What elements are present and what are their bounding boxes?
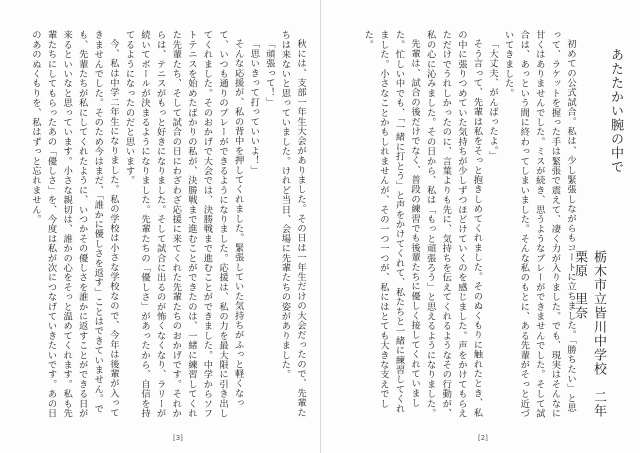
right-paragraph-3: そう言って、先輩は私をそっと抱きしめてくれました。そのぬくもりに触れたとき、私の中に張りつめていた気持ちが少しずつほどけていくのを感じました。声をかけてもらえただけでうれしかったのに、言葉よりも先に、気持ちを伝えてくれるようなその行動が、私の心に沁みました。その日から、私は「もっと頑張ろう」と思えるようになりました。 (424, 30, 483, 418)
right-paragraph-1: 初めての公式試合。私は、少し緊張しながらもコートに立ちました。「勝ちたい」と思って、ラケットを握った手は緊張で震えて、凄く力が入りました。でも、現実はそんなに甘くはありませんでした。ミスが続き、思うようなプレーができませんでした。そして試合は、あっという間に終わってしまいました。そんな私のもとに、ある先輩がそっと近づいてきました。 (502, 30, 576, 418)
author-line: 栃木市立皆川中学校 二年 栗原 里奈 (572, 250, 606, 432)
left-paragraph-4: そんな応援が、私の背中を押してくれました。緊張していた気持ちがふっと軽くなって、いつも通りのプレーができるようになりました。応援は、私の力を最大限に引き出してくれました。そのおかげで大会では、決勝戦まで進むことができました。中学からソフトテニスを始めたばかりの私が、決勝戦まで進むことができたのは、一緒に練習してくれた先輩たち、そして試合の日にわざわざ応援に来てくれた先輩たちのおかげです。それからは、テニスがもっと好きになりました。そして試合に出るのが怖くなくなり、ラリーが続いてボールが決まるようになりました。先輩たちの「優しさ」があったから、自信を持てるようになったのだと思います。 (123, 30, 244, 418)
left-paragraph-2: 「頑張って！」 (263, 39, 275, 108)
left-paragraph-3: 「思いきって打っていいよ！」 (248, 39, 260, 176)
page-number-right: [2] (478, 434, 488, 442)
left-paragraph-5: 今、私は中学二年生になりました。私の学校は小さな学校なので、今年は後輩が入ってきませんでした。そのため今はまだ、「誰かに優しさを返す」ことはできていません。でも、先輩たちが私にしてくれたように、いつかその優しさを誰かに返すことができる日が来るといいなと思っています。小さな親切は、誰かの心をそっと温めてくれます。私も先輩たちにしてもらったあの「優しさ」を、今度は私が次につなげていきたいです。あの日のあのぬくもりを、私はずっと忘れません。 (29, 30, 119, 418)
left-page-body (12, 30, 308, 422)
essay-title: あたたかい腕の中で (608, 48, 623, 174)
left-paragraph-1: 秋には、支部一年生大会がありました。その日は一年生だけの大会だったので、先輩たちは来ないと思っていました。けれど当日、会場に先輩たちの姿がありました。 (279, 30, 306, 418)
right-paragraph-4: 先輩は、試合の後だけでなく、普段の練習でも後輩たちに優しく接してくれていました。忙しい中でも、「一緒に打とう」と声をかけてくれて、私たちと一緒に練習してくれました。小さなことかもしれませんが、その一つ一つが、私にはとても大きな支えでした。 (362, 30, 421, 414)
page-number-left: [3] (173, 434, 183, 442)
right-page-body (318, 30, 578, 422)
right-paragraph-2: 「大丈夫、がんばったよ。」 (487, 39, 499, 161)
